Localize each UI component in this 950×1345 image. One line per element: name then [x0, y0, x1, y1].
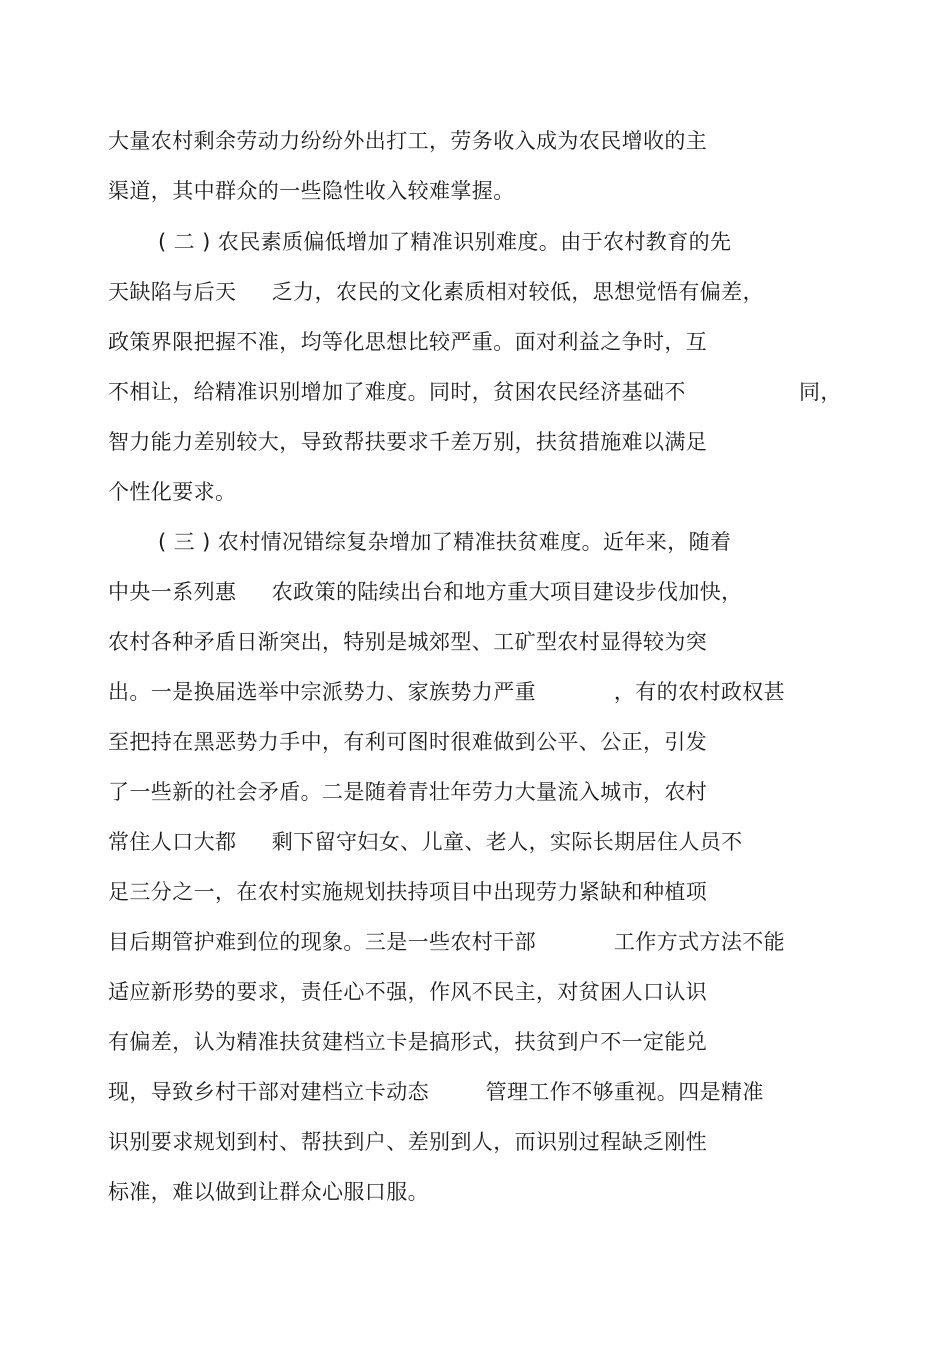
- text-line: 适应新形势的要求，责任心不强，作风不民主，对贫困人口认识: [108, 980, 708, 1004]
- text-line: 智力能力差别较大，导致帮扶要求千差万别，扶贫措施难以满足: [108, 430, 708, 454]
- text-line: 标准，难以做到让群众心服口服。: [108, 1180, 429, 1204]
- section-heading-2: ( 二 ) 农民素质偏低增加了精准识别难度。由于农村教育的先: [158, 230, 732, 254]
- text-line: 不相让，给精准识别增加了难度。同时，贫困农民经济基础不 同，: [108, 380, 842, 404]
- text-line: 渠道，其中群众的一些隐性收入较难掌握。: [108, 179, 515, 203]
- text-line: 天缺陷与后天 乏力，农民的文化素质相对较低，思想觉悟有偏差，: [108, 280, 764, 304]
- text-line: 个性化要求。: [108, 480, 237, 504]
- text-line: 目后期管护难到位的现象。三是一些农村干部 工作方式方法不能: [108, 930, 786, 954]
- text-line: 识别要求规划到村、帮扶到户、差别到人，而识别过程缺乏刚性: [108, 1130, 708, 1154]
- text-line: 了一些新的社会矛盾。二是随着青壮年劳力大量流入城市，农村: [108, 780, 708, 804]
- text-line: 常住人口大都 剩下留守妇女、儿童、老人，实际长期居住人员不: [108, 830, 743, 854]
- text-line: 出。一是换届选举中宗派势力、家族势力严重 ，有的农村政权甚: [108, 680, 786, 704]
- text-line: 有偏差，认为精准扶贫建档立卡是搞形式，扶贫到户不一定能兑: [108, 1030, 708, 1054]
- text-line: 现，导致乡村干部对建档立卡动态 管理工作不够重视。四是精准: [108, 1080, 764, 1104]
- text-line: 农村各种矛盾日渐突出，特别是城郊型、工矿型农村显得较为突: [108, 630, 708, 654]
- text-line: 大量农村剩余劳动力纷纷外出打工，劳务收入成为农民增收的主: [108, 129, 708, 153]
- text-line: 中央一系列惠 农政策的陆续出台和地方重大项目建设步伐加快，: [108, 580, 743, 604]
- section-heading-3: ( 三 ) 农村情况错综复杂增加了精准扶贫难度。近年来，随着: [158, 530, 732, 554]
- text-line: 足三分之一，在农村实施规划扶持项目中出现劳力紧缺和种植项: [108, 880, 708, 904]
- text-line: 政策界限把握不准，均等化思想比较严重。面对利益之争时，互: [108, 330, 708, 354]
- text-line: 至把持在黑恶势力手中，有利可图时很难做到公平、公正，引发: [108, 730, 708, 754]
